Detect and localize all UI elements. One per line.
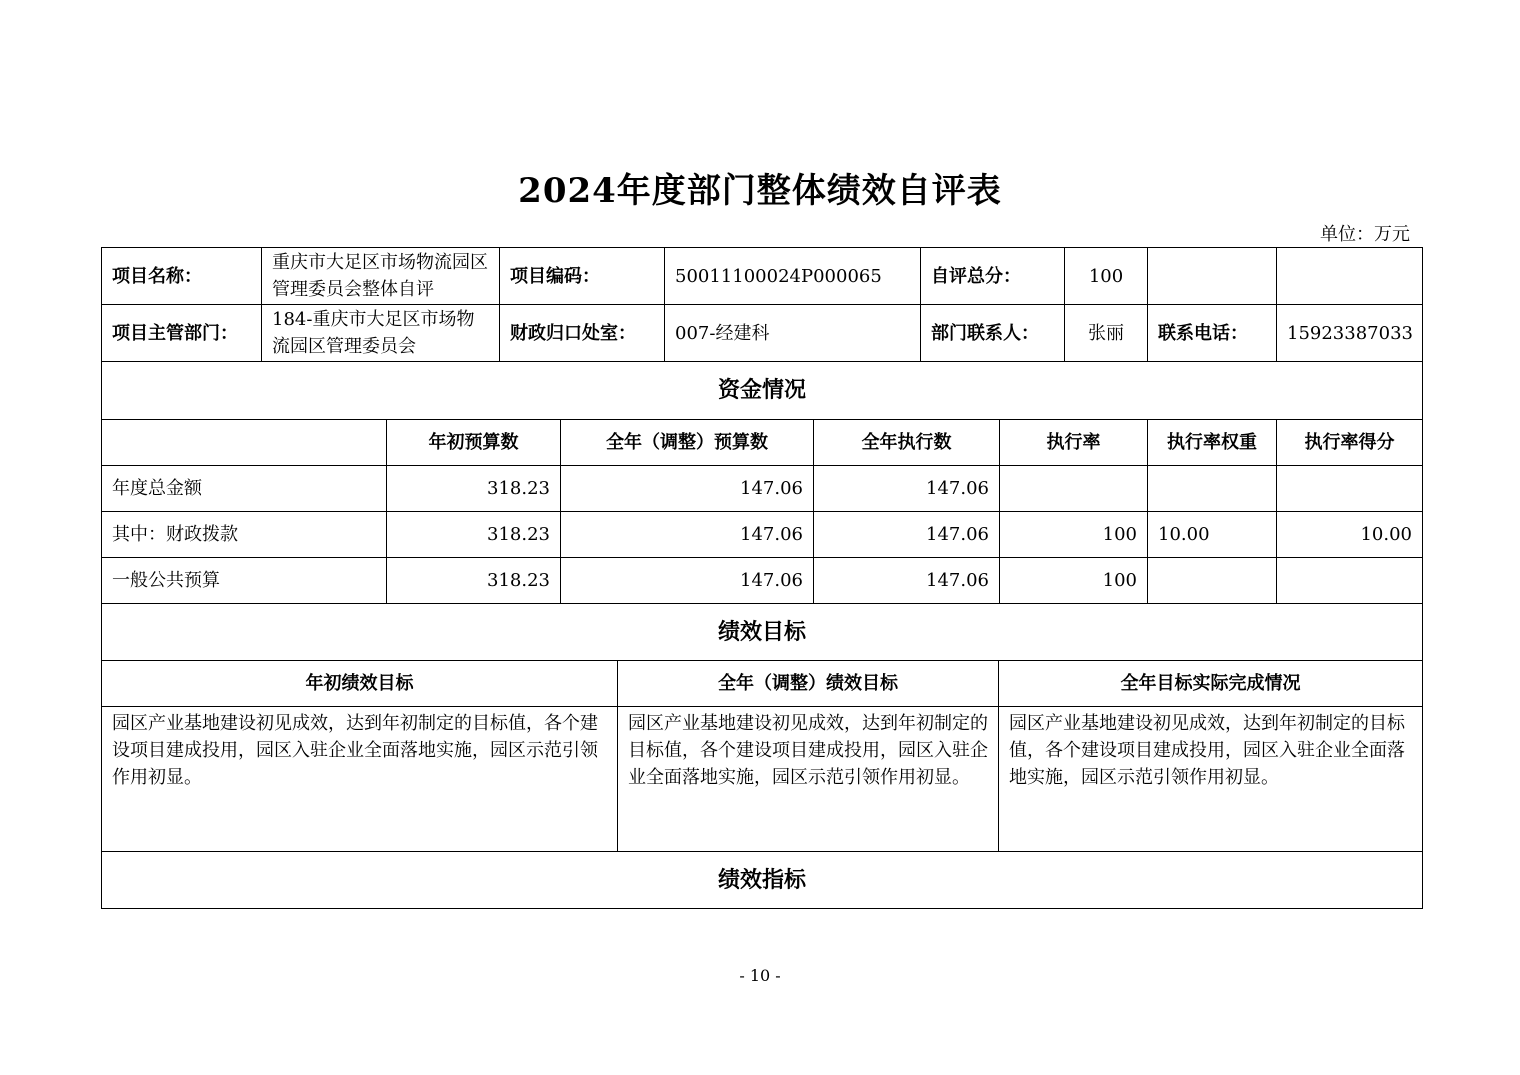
page-number: - 10 - (739, 966, 781, 985)
actual-completion-text: 园区产业基地建设初见成效，达到年初制定的目标值，各个建设项目建成投用，园区入驻企业全面落地实施，园区示范引领作用初显。 (999, 707, 1423, 852)
cell: 147.06 (561, 512, 814, 558)
row-label: 一般公共预算 (102, 558, 387, 604)
funds-header: 年初预算数 (387, 420, 561, 466)
project-info-table (101, 247, 1423, 420)
goals-table (101, 660, 1423, 909)
funds-header: 执行率得分 (1277, 420, 1423, 466)
cell: 147.06 (814, 466, 1000, 512)
project-code-value: 50011100024P000065 (665, 248, 921, 305)
adjusted-goal-text: 园区产业基地建设初见成效，达到年初制定的目标值，各个建设项目建成投用，园区入驻企业全面落地实施，园区示范引领作用初显。 (618, 707, 999, 852)
contact-label: 部门联系人： (921, 305, 1065, 362)
goals-section-title: 绩效目标 (102, 604, 1423, 661)
cell (1000, 466, 1148, 512)
empty-cell (1277, 248, 1423, 305)
phone-label: 联系电话： (1148, 305, 1277, 362)
row-label: 年度总金额 (102, 466, 387, 512)
self-score-label: 自评总分： (921, 248, 1065, 305)
row-label: 其中：财政拨款 (102, 512, 387, 558)
goals-header: 全年（调整）绩效目标 (618, 661, 999, 707)
finance-office-label: 财政归口处室： (500, 305, 665, 362)
cell (1277, 466, 1423, 512)
cell (1277, 558, 1423, 604)
cell: 10.00 (1148, 512, 1277, 558)
table-row (102, 558, 1423, 604)
funds-header: 执行率 (1000, 420, 1148, 466)
finance-office-value: 007-经建科 (665, 305, 921, 362)
phone-value: 15923387033 (1277, 305, 1423, 362)
cell: 147.06 (814, 558, 1000, 604)
cell: 147.06 (561, 558, 814, 604)
contact-value: 张丽 (1065, 305, 1148, 362)
cell: 147.06 (561, 466, 814, 512)
funds-header: 全年执行数 (814, 420, 1000, 466)
cell (1148, 466, 1277, 512)
funds-header-empty (102, 420, 387, 466)
cell: 147.06 (814, 512, 1000, 558)
cell: 318.23 (387, 558, 561, 604)
cell: 10.00 (1277, 512, 1423, 558)
dept-label: 项目主管部门： (102, 305, 262, 362)
initial-goal-text: 园区产业基地建设初见成效，达到年初制定的目标值，各个建设项目建成投用，园区入驻企业全面落地实施，园区示范引领作用初显。 (102, 707, 618, 852)
cell (1148, 558, 1277, 604)
funds-section-title: 资金情况 (102, 362, 1423, 420)
funds-table (101, 419, 1423, 661)
funds-header: 全年（调整）预算数 (561, 420, 814, 466)
goals-header: 全年目标实际完成情况 (999, 661, 1423, 707)
dept-value: 184-重庆市大足区市场物流园区管理委员会 (262, 305, 500, 362)
unit-label: 单位：万元 (1320, 224, 1410, 245)
project-name-label: 项目名称： (102, 248, 262, 305)
cell: 100 (1000, 512, 1148, 558)
table-row (102, 512, 1423, 558)
project-code-label: 项目编码： (500, 248, 665, 305)
table-row (102, 466, 1423, 512)
project-name-value: 重庆市大足区市场物流园区管理委员会整体自评 (262, 248, 500, 305)
cell: 318.23 (387, 466, 561, 512)
cell: 100 (1000, 558, 1148, 604)
indicators-section-title: 绩效指标 (102, 852, 1423, 909)
empty-cell (1148, 248, 1277, 305)
goals-header: 年初绩效目标 (102, 661, 618, 707)
funds-header: 执行率权重 (1148, 420, 1277, 466)
page-title: 2024年度部门整体绩效自评表 (518, 171, 1002, 211)
self-score-value: 100 (1065, 248, 1148, 305)
cell: 318.23 (387, 512, 561, 558)
